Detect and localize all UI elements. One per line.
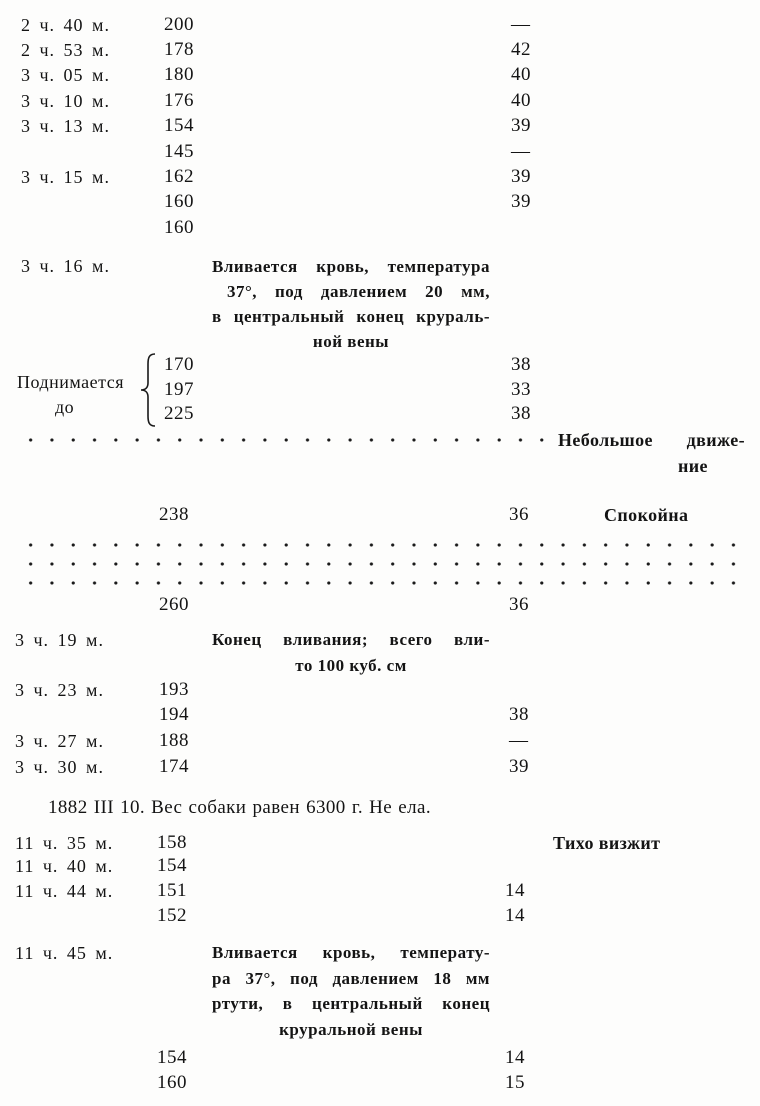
time-cell: 2 ч. 53 м. [21, 40, 110, 60]
table-row [0, 678, 760, 702]
table-row [0, 729, 760, 753]
pressure-cell: 152 [157, 905, 187, 926]
pressure-cell: 194 [159, 704, 189, 725]
value-cell: 39 [511, 166, 531, 187]
time-cell: 11 ч. 35 м. [15, 833, 114, 853]
table-row [0, 1071, 760, 1095]
table-row [0, 114, 760, 138]
table-row [0, 353, 760, 377]
pressure-cell: 154 [164, 115, 194, 136]
pressure-cell: 197 [164, 379, 194, 400]
note-line: Вливается кровь, температура [212, 257, 490, 276]
note-line: круральной вены [279, 1019, 423, 1039]
time-cell: 3 ч. 13 м. [21, 116, 110, 136]
pressure-cell: 260 [159, 594, 189, 615]
table-row [0, 402, 760, 426]
pressure-cell: 154 [157, 1047, 187, 1068]
time-cell: 11 ч. 40 м. [15, 856, 114, 876]
value-cell: 38 [509, 704, 529, 725]
value-cell: 38 [511, 354, 531, 375]
table-row [0, 854, 760, 878]
pressure-cell: 154 [157, 855, 187, 876]
table-row [0, 1046, 760, 1070]
table-row [0, 503, 760, 527]
pressure-cell: 158 [157, 832, 187, 853]
value-cell: 39 [511, 115, 531, 136]
note-line: Конец вливания; всего вли- [212, 630, 490, 649]
table-row [0, 38, 760, 62]
dotted-line [20, 581, 740, 585]
table-row [0, 703, 760, 727]
note-line: ра 37°, под давлением 18 мм [212, 968, 490, 988]
movement-note-continued: ние [678, 456, 708, 476]
rise-label: Поднимается [17, 372, 125, 392]
table-row [0, 378, 760, 402]
time-cell: 2 ч. 40 м. [21, 15, 110, 35]
dotted-line [20, 543, 740, 547]
pressure-cell: 193 [159, 679, 189, 700]
pressure-cell: 225 [164, 403, 194, 424]
movement-note: Небольшое движе- [558, 430, 745, 450]
note-line: то 100 куб. см [295, 656, 407, 675]
value-cell: 39 [511, 191, 531, 212]
pressure-cell: 174 [159, 756, 189, 777]
time-cell: 3 ч. 10 м. [21, 91, 110, 111]
remark-cell: Спокойна [604, 505, 689, 525]
time-cell: 3 ч. 16 м. [21, 256, 110, 276]
time-cell: 11 ч. 45 м. [15, 943, 114, 963]
table-row [0, 63, 760, 87]
pressure-cell: 160 [164, 191, 194, 212]
value-cell: — [509, 730, 529, 751]
value-cell: 40 [511, 64, 531, 85]
note-line: Вливается кровь, температу- [212, 943, 490, 962]
value-cell: 40 [511, 90, 531, 111]
value-cell: 36 [509, 594, 529, 615]
table-row [0, 831, 760, 855]
table-row [0, 165, 760, 189]
value-cell: — [511, 14, 531, 35]
value-cell: 33 [511, 379, 531, 400]
value-cell: 14 [505, 880, 525, 901]
pressure-cell: 180 [164, 64, 194, 85]
time-cell: 3 ч. 23 м. [15, 680, 104, 700]
table-row [0, 89, 760, 113]
pressure-cell: 145 [164, 141, 194, 162]
note-line: ртути, в центральный конец [212, 994, 490, 1013]
table-row [0, 190, 760, 214]
time-cell: 3 ч. 27 м. [15, 731, 104, 751]
pressure-cell: 170 [164, 354, 194, 375]
note-line: в центральный конец крураль- [212, 307, 490, 326]
pressure-cell: 176 [164, 90, 194, 111]
experiment-heading: 1882 III 10. Вес собаки равен 6300 г. Не ела. [48, 797, 431, 818]
value-cell: 39 [509, 756, 529, 777]
pressure-cell: 188 [159, 730, 189, 751]
pressure-cell: 178 [164, 39, 194, 60]
table-row [0, 904, 760, 928]
value-cell: 15 [505, 1072, 525, 1093]
time-cell: 3 ч. 30 м. [15, 757, 104, 777]
note-line: ной вены [312, 332, 390, 351]
value-cell: 38 [511, 403, 531, 424]
time-cell: 3 ч. 19 м. [15, 630, 104, 650]
dotted-line [20, 562, 740, 566]
rise-label-continued: до [55, 397, 75, 417]
table-row [0, 593, 760, 617]
table-row [0, 140, 760, 164]
value-cell: 14 [505, 905, 525, 926]
note-line: 37°, под давлением 20 мм, [227, 282, 490, 301]
pressure-cell: 151 [157, 880, 187, 901]
infusion-note [212, 254, 490, 354]
value-cell: 36 [509, 504, 529, 525]
remark-cell: Тихо визжит [553, 833, 661, 853]
table-row [0, 879, 760, 903]
pressure-cell: 238 [159, 504, 189, 525]
pressure-cell: 160 [157, 1072, 187, 1093]
value-cell: 14 [505, 1047, 525, 1068]
table-row [0, 755, 760, 779]
time-cell: 11 ч. 44 м. [15, 881, 114, 901]
time-cell: 3 ч. 05 м. [21, 65, 110, 85]
table-row [0, 13, 760, 37]
dotted-leader [20, 438, 550, 442]
pressure-cell: 160 [164, 217, 194, 238]
infusion-note [212, 940, 490, 1042]
infusion-end-note [212, 627, 490, 679]
time-cell: 3 ч. 15 м. [21, 167, 110, 187]
pressure-cell: 162 [164, 166, 194, 187]
table-row [0, 216, 760, 240]
pressure-cell: 200 [164, 14, 194, 35]
value-cell: — [511, 141, 531, 162]
value-cell: 42 [511, 39, 531, 60]
